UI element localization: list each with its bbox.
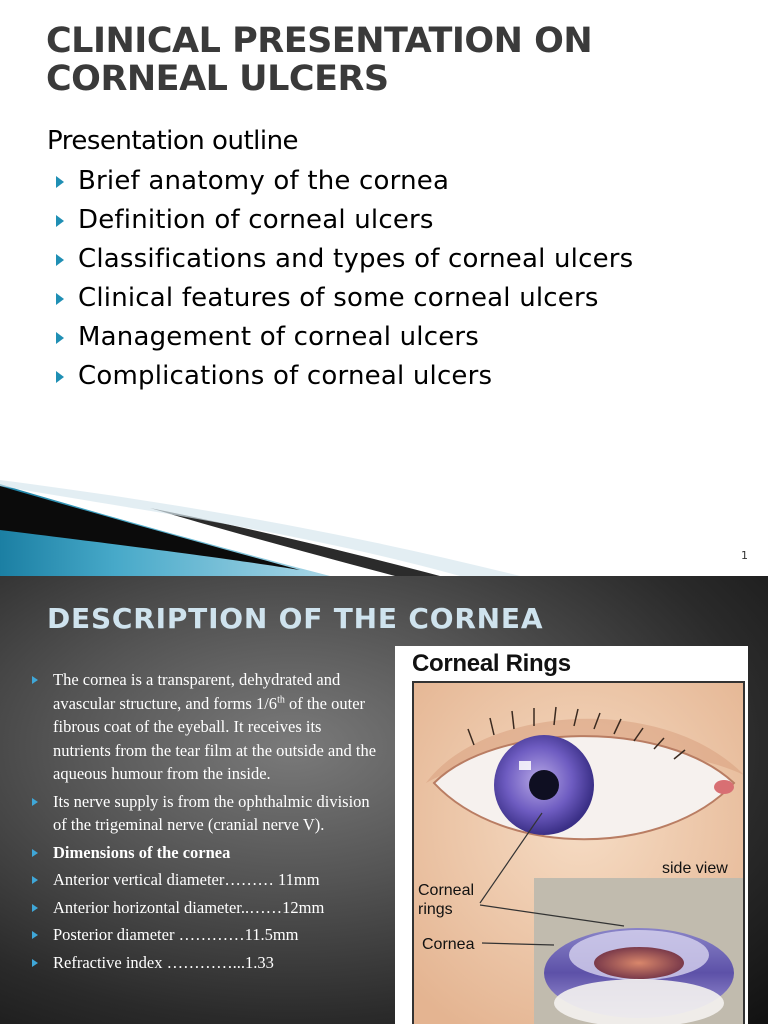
corneal-rings-label-line-1: Corneal [418, 882, 475, 899]
figure-title: Corneal Rings [412, 650, 571, 677]
list-item: The cornea is a transparent, dehydrated and avascular structure, and forms 1/6th of the outer fibrous coat of the eyeball. It receives its nutrients from the tear film at the outside and the aqueous humour from the inside. [32, 668, 382, 786]
outline-item: Management of corneal ulcers [54, 320, 633, 359]
list-item: Refractive index …………...1.33 [32, 951, 382, 975]
outline-item: Clinical features of some corneal ulcers [54, 281, 633, 320]
page-number: 1 [741, 549, 748, 562]
bullet-arrow-icon [32, 931, 38, 939]
bullet-arrow-icon [32, 798, 38, 806]
bullet-arrow-icon [56, 215, 64, 227]
outline-item: Brief anatomy of the cornea [54, 164, 633, 203]
list-item: Posterior diameter …………11.5mm [32, 923, 382, 947]
bullet-arrow-icon [56, 332, 64, 344]
bullet-arrow-icon [32, 849, 38, 857]
outline-item: Classifications and types of corneal ulcers [54, 242, 633, 281]
cornea-label: Cornea [422, 936, 475, 953]
slide-2 [0, 576, 768, 1024]
bullet-arrow-icon [56, 371, 64, 383]
bullet-arrow-icon [32, 676, 38, 684]
outline-heading: Presentation outline [47, 126, 299, 156]
list-item: Its nerve supply is from the ophthalmic division of the trigeminal nerve (cranial nerve V). [32, 790, 382, 837]
description-list [32, 668, 382, 978]
bullet-arrow-icon [32, 876, 38, 884]
eye-illustration [414, 683, 745, 1024]
slide-title-line-1: CLINICAL PRESENTATION ON [46, 21, 593, 61]
figure-illustration [412, 681, 745, 1024]
list-item-heading: Dimensions of the cornea [32, 841, 382, 865]
slide-title-line-2: CORNEAL ULCERS [46, 59, 389, 99]
bullet-arrow-icon [56, 254, 64, 266]
bullet-arrow-icon [32, 959, 38, 967]
bullet-arrow-icon [56, 293, 64, 305]
slide-title: DESCRIPTION OF THE CORNEA [47, 602, 544, 635]
corneal-rings-figure [395, 646, 748, 1024]
corneal-rings-label-line-2: rings [418, 901, 453, 918]
outline-item: Definition of corneal ulcers [54, 203, 633, 242]
outline-item: Complications of corneal ulcers [54, 359, 633, 398]
slide-title [46, 22, 746, 98]
list-item: Anterior vertical diameter……… 11mm [32, 868, 382, 892]
outline-list [54, 164, 633, 398]
bullet-arrow-icon [56, 176, 64, 188]
side-view-label: side view [662, 860, 728, 877]
decorative-swoosh [0, 470, 768, 576]
list-item: Anterior horizontal diameter..……12mm [32, 896, 382, 920]
bullet-arrow-icon [32, 904, 38, 912]
